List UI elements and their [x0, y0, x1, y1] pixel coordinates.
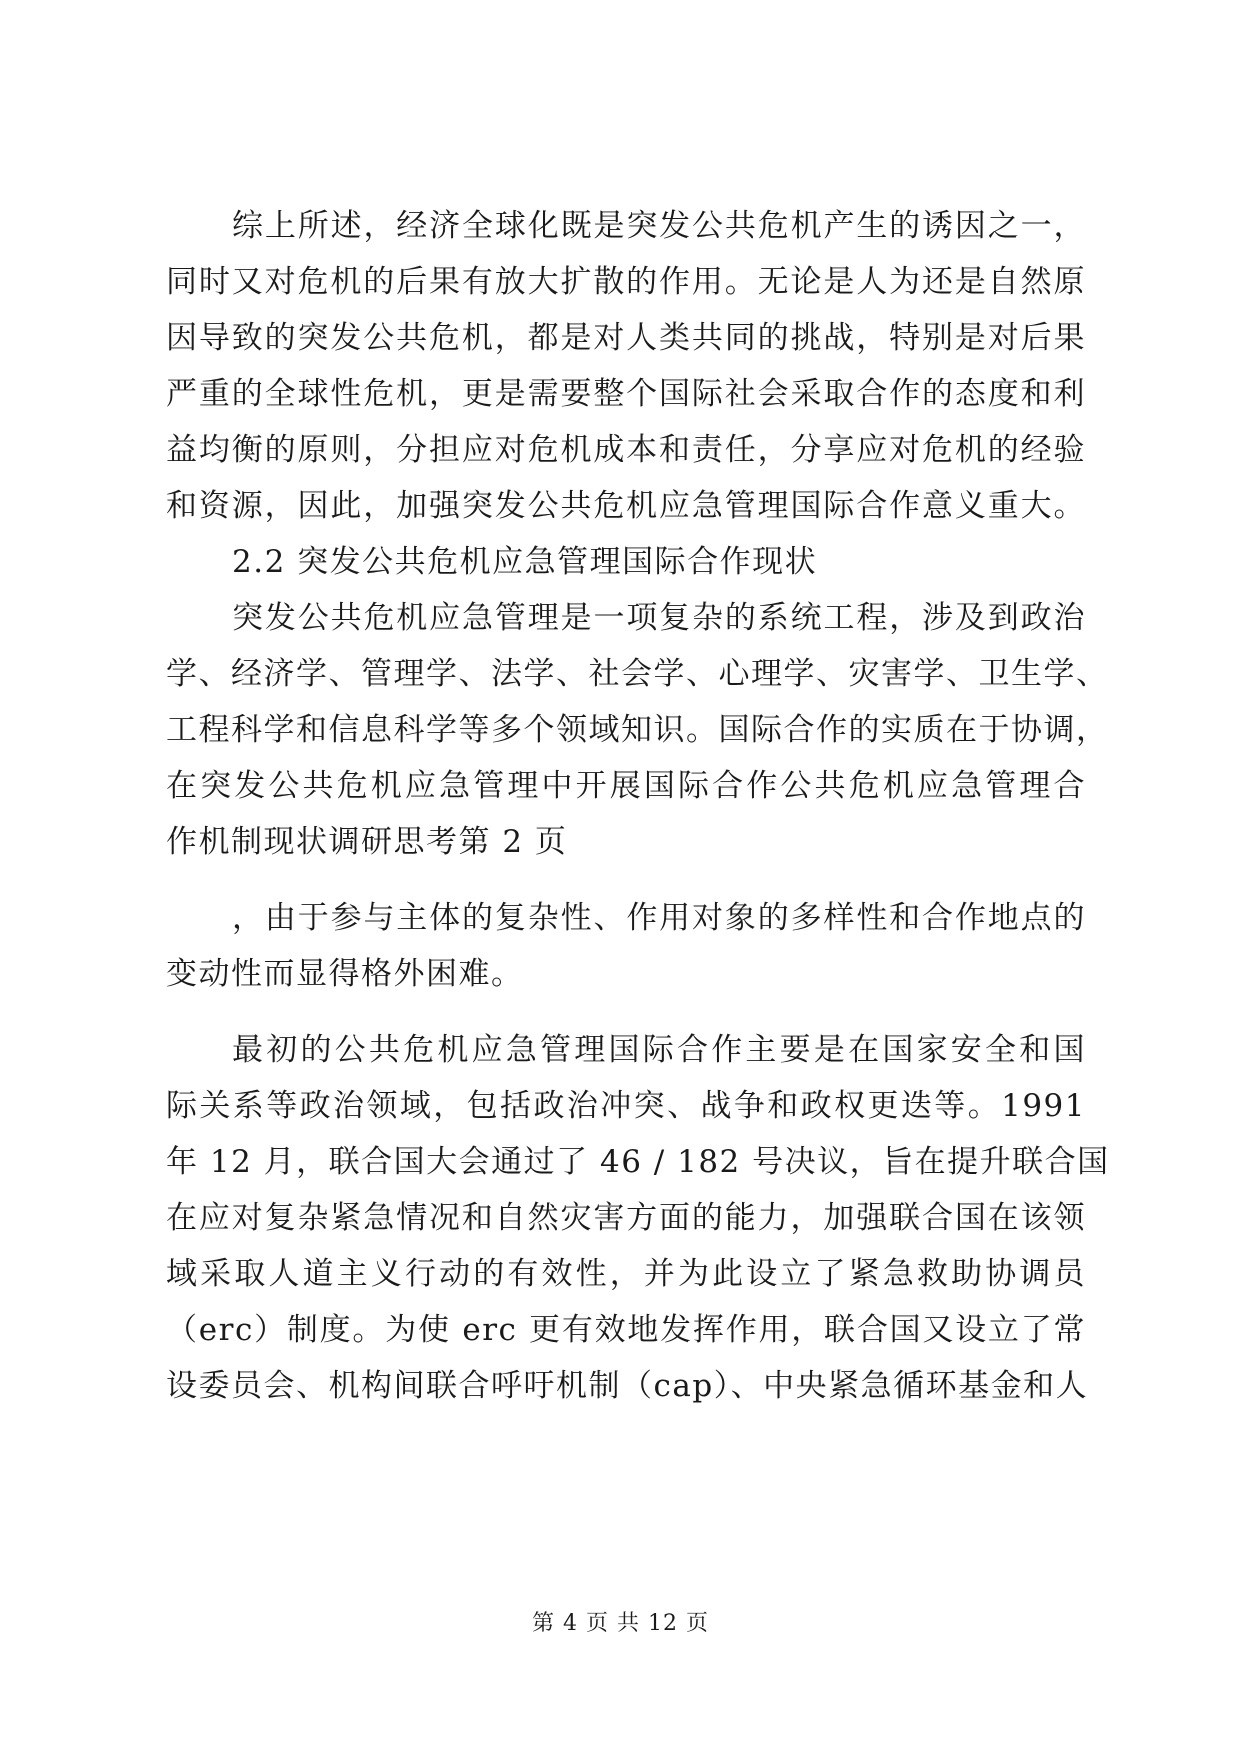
- text-line: 因导致的突发公共危机，都是对人类共同的挑战，特别是对后果: [166, 320, 1086, 356]
- paragraph-status: [166, 590, 1109, 870]
- text-line: 际关系等政治领域，包括政治冲突、战争和政权更迭等。1991: [166, 1088, 1086, 1124]
- text-line: ，由于参与主体的复杂性、作用对象的多样性和合作地点的: [232, 900, 1086, 936]
- text-line: 最初的公共危机应急管理国际合作主要是在国家安全和国: [232, 1032, 1086, 1068]
- text-line: 和资源，因此，加强突发公共危机应急管理国际合作意义重大。: [166, 488, 1086, 524]
- paragraph-difficulty: [166, 890, 1086, 1002]
- document-body: [166, 198, 1110, 1414]
- text-line: （erc）制度。为使 erc 更有效地发挥作用，联合国又设立了常: [166, 1312, 1086, 1348]
- text-line: 变动性而显得格外困难。: [166, 956, 524, 992]
- text-line: 同时又对危机的后果有放大扩散的作用。无论是人为还是自然原: [166, 264, 1086, 300]
- text-line: 年 12 月，联合国大会通过了 46 / 182 号决议，旨在提升联合国: [166, 1144, 1110, 1180]
- text-line: 在应对复杂紧急情况和自然灾害方面的能力，加强联合国在该领: [166, 1200, 1086, 1236]
- text-line: 益均衡的原则，分担应对危机成本和责任，分享应对危机的经验: [166, 432, 1086, 468]
- paragraph-history: [166, 1022, 1110, 1414]
- text-line: 设委员会、机构间联合呼吁机制（cap）、中央紧急循环基金和人: [166, 1368, 1089, 1404]
- paragraph-gap: [166, 1002, 1086, 1022]
- text-line: 学、经济学、管理学、法学、社会学、心理学、灾害学、卫生学、: [166, 656, 1109, 692]
- text-line: 工程科学和信息科学等多个领域知识。国际合作的实质在于协调，: [166, 712, 1109, 748]
- text-line: 域采取人道主义行动的有效性，并为此设立了紧急救助协调员: [166, 1256, 1086, 1292]
- paragraph-summary: [166, 198, 1086, 534]
- text-line: 严重的全球性危机，更是需要整个国际社会采取合作的态度和利: [166, 376, 1086, 412]
- text-line: 综上所述，经济全球化既是突发公共危机产生的诱因之一，: [232, 208, 1086, 244]
- text-line: 作机制现状调研思考第 2 页: [166, 824, 568, 860]
- heading-text: 2.2 突发公共危机应急管理国际合作现状: [232, 544, 818, 580]
- text-line: 突发公共危机应急管理是一项复杂的系统工程，涉及到政治: [232, 600, 1086, 636]
- page-number-footer: 第 4 页 共 12 页: [532, 1611, 709, 1636]
- section-heading: [166, 534, 1086, 590]
- text-line: 在突发公共危机应急管理中开展国际合作公共危机应急管理合: [166, 768, 1086, 804]
- paragraph-gap: [166, 870, 1086, 890]
